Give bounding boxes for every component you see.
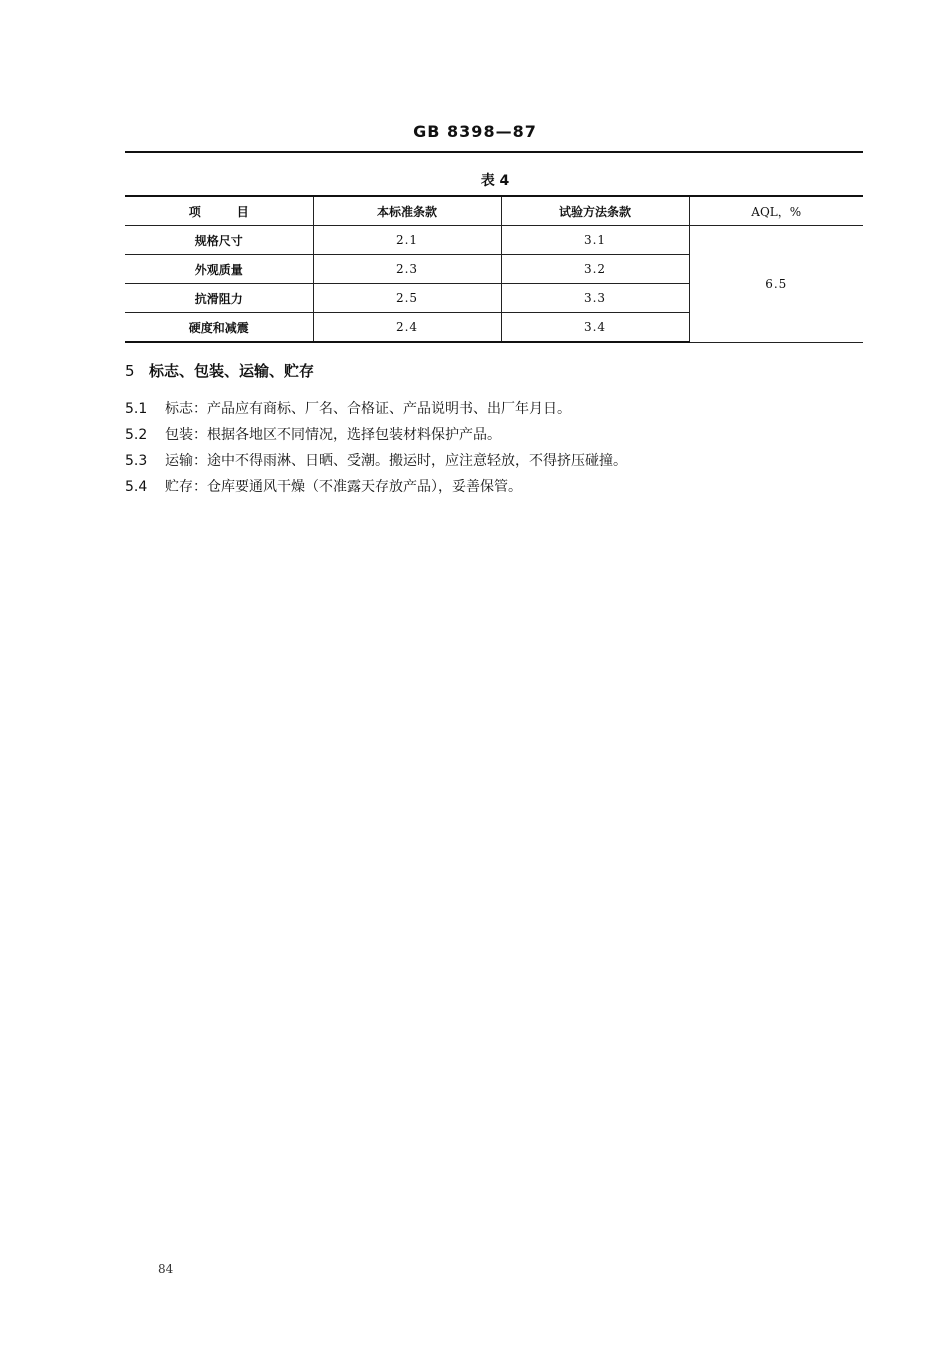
column-header-aql: AQL，%	[689, 196, 863, 226]
row-standard-clause: 2.4	[313, 313, 501, 343]
clause-number: 5.1	[125, 401, 148, 417]
aql-value: 6.5	[689, 226, 863, 343]
clause-text: 运输：途中不得雨淋、日晒、受潮。搬运时，应注意轻放，不得挤压碰撞。	[165, 453, 627, 469]
section-heading	[125, 360, 314, 381]
row-standard-clause: 2.1	[313, 226, 501, 255]
clause-text: 贮存：仓库要通风干燥（不准露天存放产品），妥善保管。	[165, 479, 522, 495]
clause-5-1	[125, 398, 571, 418]
row-standard-clause: 2.3	[313, 255, 501, 284]
clause-number: 5.3	[125, 453, 148, 469]
column-header-standard-clause: 本标准条款	[313, 196, 501, 226]
clause-number: 5.4	[125, 479, 148, 495]
header-divider	[125, 151, 863, 153]
inspection-table	[125, 195, 863, 343]
column-header-item: 项 目	[125, 196, 313, 226]
section-title: 标志、包装、运输、贮存	[149, 362, 315, 380]
row-standard-clause: 2.5	[313, 284, 501, 313]
clause-5-4	[125, 476, 522, 496]
row-test-clause: 3.3	[501, 284, 689, 313]
clause-5-2	[125, 424, 501, 444]
row-item: 规格尺寸	[125, 226, 313, 255]
table-header-row	[125, 196, 863, 226]
table-row	[125, 226, 863, 255]
row-item: 硬度和减震	[125, 313, 313, 343]
page-number: 84	[158, 1262, 174, 1276]
row-test-clause: 3.2	[501, 255, 689, 284]
table-caption: 表 4	[480, 173, 510, 189]
standard-number-header: GB 8398—87	[413, 122, 537, 141]
row-item: 外观质量	[125, 255, 313, 284]
row-item: 抗滑阻力	[125, 284, 313, 313]
column-header-test-clause: 试验方法条款	[501, 196, 689, 226]
section-number: 5	[125, 362, 135, 380]
clause-text: 包装：根据各地区不同情况，选择包装材料保护产品。	[165, 427, 501, 443]
clause-text: 标志：产品应有商标、厂名、合格证、产品说明书、出厂年月日。	[165, 401, 571, 417]
clause-number: 5.2	[125, 427, 148, 443]
clause-5-3	[125, 450, 627, 470]
row-test-clause: 3.1	[501, 226, 689, 255]
row-test-clause: 3.4	[501, 313, 689, 343]
